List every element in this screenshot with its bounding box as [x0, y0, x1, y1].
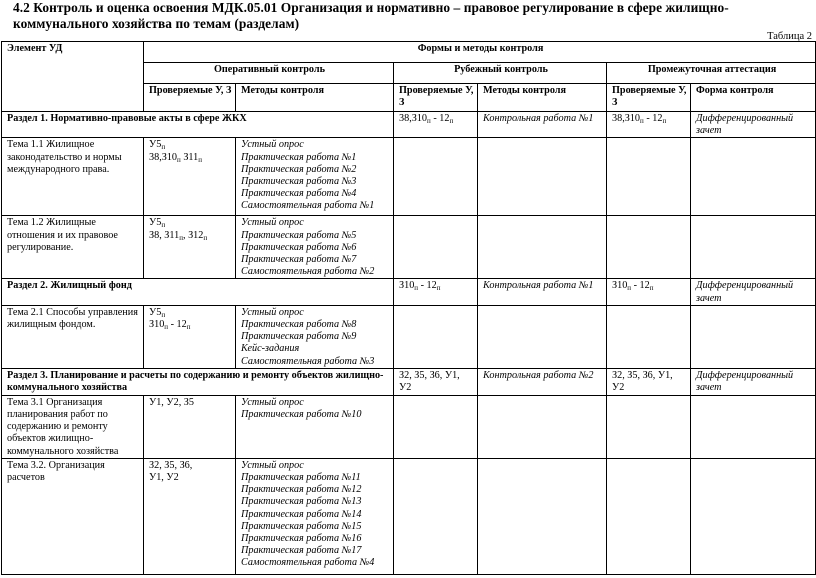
- interim-form: [691, 112, 816, 138]
- topic-name-text: Тема 2.1 Способы управления жилищным фондом.: [7, 306, 138, 331]
- topic-interim-form: [691, 458, 816, 574]
- interim-checked: [607, 112, 691, 138]
- topic-name-text: Тема 1.1 Жилищное законодательство и нормы международного права.: [7, 139, 122, 175]
- topic-checked-line: $З10_п - 12_п$: [149, 319, 191, 332]
- topic-milestone-method: [478, 458, 607, 574]
- header-operative-methods: Методы контроля: [236, 84, 394, 112]
- topic-checked-line: $У5_п$: [149, 306, 166, 319]
- topic-milestone-checked: [394, 305, 478, 368]
- topic-milestone-method: [478, 216, 607, 279]
- milestone-checked-text: $38,З10_п - 12_п$: [399, 113, 454, 125]
- topic-methods-line: Практическая работа №3: [241, 176, 357, 188]
- section-row: [2, 112, 816, 138]
- topic-milestone-method: [478, 138, 607, 216]
- topic-name: [2, 458, 144, 574]
- topic-interim-checked: [607, 305, 691, 368]
- interim-checked-text: $З10_п - 12_п$: [612, 280, 654, 293]
- topic-name: [2, 305, 144, 368]
- header-operative-checked: Проверяемые У, З: [144, 84, 236, 112]
- topic-checked-line: У1, У2, З5: [149, 396, 194, 408]
- topic-methods-line: Практическая работа №6: [241, 241, 357, 253]
- topic-methods-line: Самостоятельная работа №3: [241, 355, 375, 367]
- header-interim: Промежуточная аттестация: [607, 63, 816, 84]
- topic-methods-line: Практическая работа №1: [241, 151, 357, 163]
- section-title-text: Раздел 2. Жилищный фонд: [7, 280, 132, 292]
- topic-name-text: Тема 3.1 Организация планирования работ по содержанию и ремонту объектов жилищно-коммунального хозяйства: [7, 396, 119, 457]
- section-title-text: Раздел 1. Нормативно-правовые акты в сфере ЖКХ: [7, 113, 247, 124]
- section-row: [2, 368, 816, 395]
- topic-methods-line: Устный опрос: [241, 459, 304, 471]
- topic-methods-line: Практическая работа №11: [241, 472, 361, 484]
- interim-checked-text: З2, З5, З6, У1, У2: [612, 369, 673, 394]
- topic-interim-checked: [607, 216, 691, 279]
- milestone-method-text: Контрольная работа №2: [483, 369, 594, 381]
- topic-methods-line: Практическая работа №14: [241, 508, 362, 520]
- milestone-method-text: Контрольная работа №1: [483, 113, 594, 124]
- topic-methods: [236, 395, 394, 458]
- section-title: [2, 112, 394, 138]
- topic-milestone-checked: [394, 458, 478, 574]
- header-interim-form: Форма контроля: [691, 84, 816, 112]
- milestone-method-text: Контрольная работа №1: [483, 280, 594, 292]
- milestone-checked-text: З2, З5, З6, У1, У2: [399, 369, 460, 394]
- topic-methods-line: Практическая работа №4: [241, 188, 357, 200]
- header-milestone-checked: Проверяемые У, З: [394, 84, 478, 112]
- topic-methods-line: Практическая работа №15: [241, 520, 362, 532]
- topic-checked: [144, 395, 236, 458]
- milestone-checked-text: $З10_п - 12_п$: [399, 280, 441, 293]
- header-row-1: [2, 42, 816, 63]
- topic-methods-line: Практическая работа №9: [241, 331, 357, 343]
- topic-name-text: Тема 3.2. Организация расчетов: [7, 459, 105, 484]
- header-milestone-methods: Методы контроля: [478, 84, 607, 112]
- topic-interim-form: [691, 216, 816, 279]
- topic-row: [2, 138, 816, 216]
- topic-interim-form: [691, 305, 816, 368]
- topic-methods: [236, 305, 394, 368]
- topic-methods-line: Самостоятельная работа №2: [241, 266, 375, 278]
- milestone-checked: [394, 368, 478, 395]
- topic-name: [2, 138, 144, 216]
- interim-form-text: Дифференцированный зачет: [696, 369, 794, 394]
- document-title: 4.2 Контроль и оценка освоения МДК.05.01 Организация и нормативно – правовое регулирование в сфере жилищно-коммунального хозяйства по темам (разделам): [13, 0, 729, 31]
- interim-checked: [607, 368, 691, 395]
- topic-name: [2, 395, 144, 458]
- topic-methods-line: Практическая работа №16: [241, 533, 362, 545]
- section-title: [2, 279, 394, 305]
- interim-form: [691, 279, 816, 305]
- header-forms: Формы и методы контроля: [144, 42, 816, 63]
- topic-checked-line: З8, $З11_п$, $З12_п$: [149, 229, 208, 242]
- topic-interim-form: [691, 138, 816, 216]
- section-row: [2, 279, 816, 305]
- header-element: Элемент УД: [2, 42, 144, 112]
- topic-checked: [144, 305, 236, 368]
- topic-methods: [236, 138, 394, 216]
- topic-methods: [236, 458, 394, 574]
- topic-interim-form: [691, 395, 816, 458]
- topic-methods-line: Практическая работа №17: [241, 545, 362, 557]
- topic-milestone-method: [478, 395, 607, 458]
- topic-checked-line: У1, У2: [149, 472, 179, 484]
- topic-checked-line: $У5_п$: [149, 139, 166, 152]
- milestone-method: [478, 279, 607, 305]
- interim-checked: [607, 279, 691, 305]
- topic-checked-line: $38,З10_п$ $З11_п$: [149, 151, 202, 164]
- topic-name-text: Тема 1.2 Жилищные отношения и их правовое регулирование.: [7, 217, 118, 253]
- header-operative: Оперативный контроль: [144, 63, 394, 84]
- milestone-method: [478, 368, 607, 395]
- milestone-method: [478, 112, 607, 138]
- section-title: [2, 368, 394, 395]
- topic-checked: [144, 216, 236, 279]
- milestone-checked: [394, 112, 478, 138]
- topic-methods-line: Практическая работа №8: [241, 319, 357, 331]
- topic-milestone-checked: [394, 395, 478, 458]
- topic-methods-line: Кейс-задания: [241, 343, 300, 355]
- topic-methods-line: Практическая работа №7: [241, 254, 357, 266]
- control-table: [1, 41, 816, 575]
- topic-methods-line: Практическая работа №10: [241, 409, 362, 421]
- topic-checked: [144, 458, 236, 574]
- topic-methods-line: Самостоятельная работа №1: [241, 200, 375, 212]
- topic-checked: [144, 138, 236, 216]
- table-number: Таблица 2: [767, 31, 812, 42]
- milestone-checked: [394, 279, 478, 305]
- header-interim-checked: Проверяемые У, З: [607, 84, 691, 112]
- topic-interim-checked: [607, 458, 691, 574]
- topic-milestone-method: [478, 305, 607, 368]
- topic-milestone-checked: [394, 138, 478, 216]
- topic-methods-line: Устный опрос: [241, 139, 304, 151]
- topic-methods-line: Практическая работа №2: [241, 163, 357, 175]
- section-title-text: Раздел 3. Планирование и расчеты по содержанию и ремонту объектов жилищно-коммунального хозяйства: [7, 369, 384, 394]
- topic-checked-line: З2, З5, З6,: [149, 459, 193, 471]
- header-milestone: Рубежный контроль: [394, 63, 607, 84]
- topic-methods-line: Устный опрос: [241, 396, 304, 408]
- interim-form-text: Дифференцированный зачет: [696, 280, 794, 304]
- topic-milestone-checked: [394, 216, 478, 279]
- topic-row: [2, 458, 816, 574]
- topic-row: [2, 305, 816, 368]
- topic-interim-checked: [607, 138, 691, 216]
- topic-methods-line: Устный опрос: [241, 217, 304, 229]
- topic-methods-line: Практическая работа №13: [241, 496, 362, 508]
- topic-name: [2, 216, 144, 279]
- topic-methods-line: Устный опрос: [241, 306, 304, 318]
- topic-methods-line: Практическая работа №5: [241, 229, 357, 241]
- topic-methods-line: Практическая работа №12: [241, 484, 362, 496]
- topic-methods-line: Самостоятельная работа №4: [241, 557, 375, 569]
- topic-row: [2, 395, 816, 458]
- topic-interim-checked: [607, 395, 691, 458]
- topic-methods: [236, 216, 394, 279]
- interim-form: [691, 368, 816, 395]
- interim-checked-text: $38,З10_п - 12_п$: [612, 113, 667, 125]
- topic-checked-line: $У5_п$: [149, 217, 166, 230]
- topic-row: [2, 216, 816, 279]
- interim-form-text: Дифференцированный зачет: [696, 113, 794, 137]
